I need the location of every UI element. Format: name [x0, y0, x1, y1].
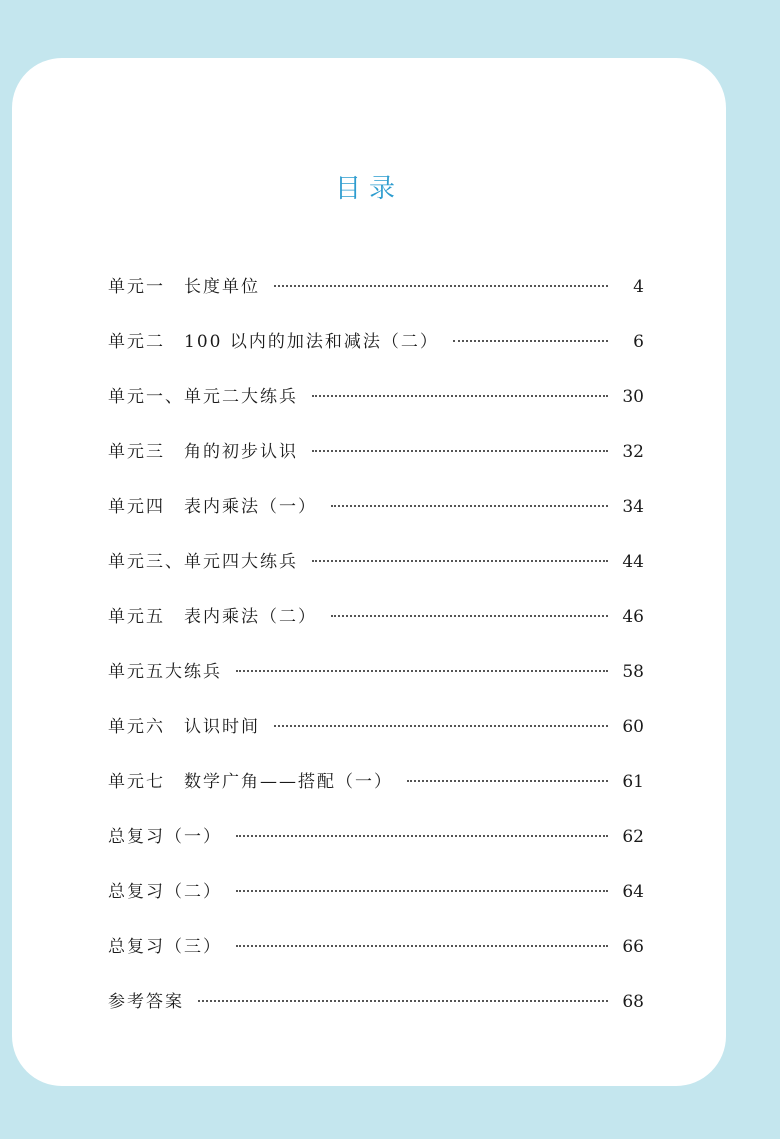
toc-entry-13[interactable]	[108, 932, 644, 987]
toc-entry-page: 32	[622, 442, 644, 462]
toc-entry-label: 单元五 表内乘法（二）	[108, 607, 317, 627]
toc-entry-label: 单元三、单元四大练兵	[108, 552, 298, 572]
toc-entry-label: 单元五大练兵	[108, 662, 222, 682]
toc-entry-page: 58	[622, 662, 644, 682]
toc-entry-label: 总复习（二）	[108, 882, 222, 902]
page-title: 目录	[334, 174, 403, 204]
toc-entry-label: 单元四 表内乘法（一）	[108, 497, 317, 517]
dot-leader	[453, 340, 608, 342]
toc-entry-label: 单元二 100 以内的加法和减法（二）	[108, 332, 439, 352]
toc-entry-label: 单元七 数学广角——搭配（一）	[108, 772, 393, 792]
toc-entry-1[interactable]	[108, 272, 644, 327]
toc-entry-7[interactable]	[108, 602, 644, 657]
toc-entry-page: 6	[633, 332, 644, 352]
dot-leader	[407, 780, 608, 782]
toc-entry-3[interactable]	[108, 382, 644, 437]
toc-entry-label: 单元六 认识时间	[108, 717, 260, 737]
toc-entry-page: 62	[622, 827, 644, 847]
dot-leader	[236, 670, 608, 672]
dot-leader	[236, 890, 608, 892]
toc-entry-page: 68	[622, 992, 644, 1012]
toc-entry-8[interactable]	[108, 657, 644, 712]
toc-entry-page: 34	[622, 497, 644, 517]
toc-entry-page: 46	[622, 607, 644, 627]
toc-entry-6[interactable]	[108, 547, 644, 602]
toc-entry-label: 单元一、单元二大练兵	[108, 387, 298, 407]
toc-entry-label: 单元三 角的初步认识	[108, 442, 298, 462]
toc-entry-page: 4	[633, 277, 644, 297]
toc-entry-5[interactable]	[108, 492, 644, 547]
dot-leader	[274, 285, 608, 287]
toc-entry-11[interactable]	[108, 822, 644, 877]
dot-leader	[331, 505, 608, 507]
toc-entry-label: 参考答案	[108, 992, 184, 1012]
dot-leader	[198, 1000, 608, 1002]
dot-leader	[312, 450, 608, 452]
toc-entry-page: 66	[622, 937, 644, 957]
dot-leader	[236, 835, 608, 837]
dot-leader	[312, 395, 608, 397]
toc-entry-label: 总复习（三）	[108, 937, 222, 957]
toc-entry-page: 44	[622, 552, 644, 572]
table-of-contents	[108, 272, 644, 1042]
toc-entry-label: 单元一 长度单位	[108, 277, 260, 297]
dot-leader	[312, 560, 608, 562]
toc-entry-2[interactable]	[108, 327, 644, 382]
dot-leader	[236, 945, 608, 947]
toc-entry-14[interactable]	[108, 987, 644, 1042]
toc-entry-page: 30	[622, 387, 644, 407]
toc-entry-page: 60	[622, 717, 644, 737]
toc-entry-10[interactable]	[108, 767, 644, 822]
dot-leader	[331, 615, 608, 617]
toc-entry-page: 61	[622, 772, 644, 792]
toc-entry-4[interactable]	[108, 437, 644, 492]
toc-entry-12[interactable]	[108, 877, 644, 932]
toc-entry-page: 64	[622, 882, 644, 902]
toc-entry-9[interactable]	[108, 712, 644, 767]
page-sheet	[12, 58, 726, 1086]
dot-leader	[274, 725, 608, 727]
toc-entry-label: 总复习（一）	[108, 827, 222, 847]
